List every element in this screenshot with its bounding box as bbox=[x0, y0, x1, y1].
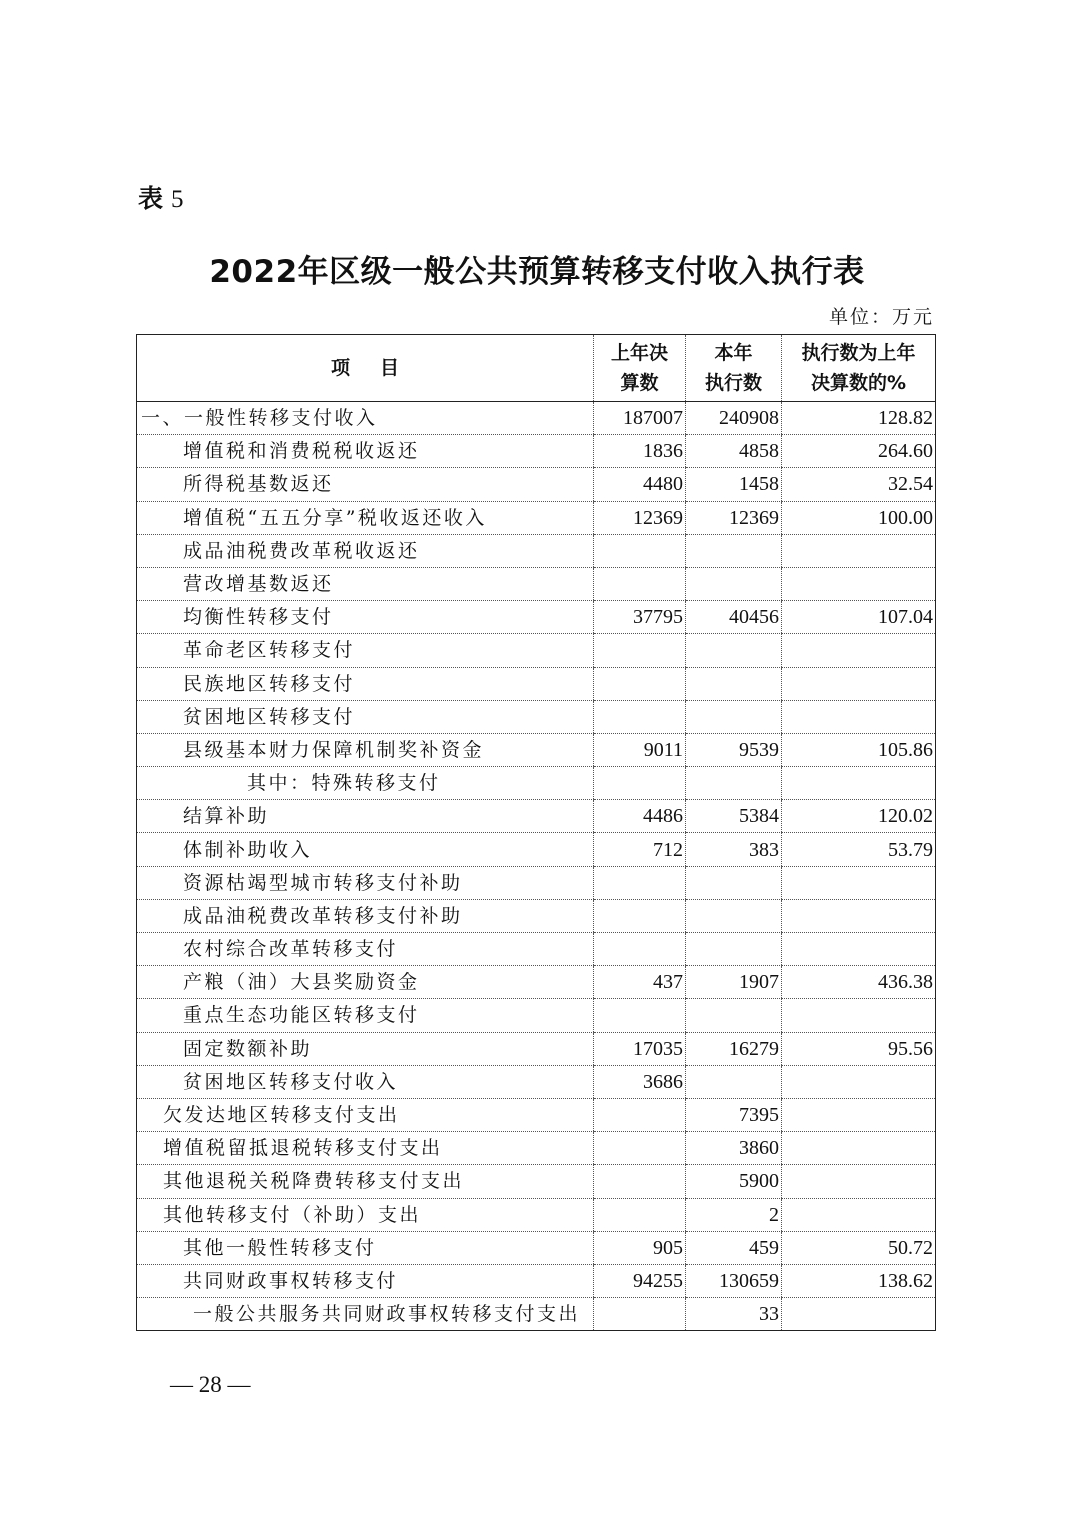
row-last-year-value: 17035 bbox=[594, 1032, 686, 1065]
header-item: 项目 bbox=[137, 335, 594, 402]
row-last-year-value bbox=[594, 634, 686, 667]
row-ratio-value bbox=[782, 933, 936, 966]
row-last-year-value bbox=[594, 933, 686, 966]
row-this-year-value: 1907 bbox=[686, 966, 782, 999]
row-ratio-value: 32.54 bbox=[782, 468, 936, 501]
row-item-name: 营改增基数返还 bbox=[137, 567, 594, 600]
table-body bbox=[137, 402, 936, 1331]
table-row bbox=[137, 402, 936, 435]
row-this-year-value: 9539 bbox=[686, 733, 782, 766]
row-this-year-value: 459 bbox=[686, 1231, 782, 1264]
row-ratio-value: 107.04 bbox=[782, 601, 936, 634]
row-last-year-value bbox=[594, 1298, 686, 1331]
row-ratio-value: 138.62 bbox=[782, 1264, 936, 1297]
row-last-year-value bbox=[594, 767, 686, 800]
row-item-name: 增值税“五五分享”税收返还收入 bbox=[137, 501, 594, 534]
row-last-year-value bbox=[594, 1098, 686, 1131]
row-last-year-value: 12369 bbox=[594, 501, 686, 534]
row-last-year-value bbox=[594, 1165, 686, 1198]
transfer-payment-table bbox=[136, 334, 936, 1331]
row-this-year-value bbox=[686, 700, 782, 733]
row-this-year-value bbox=[686, 767, 782, 800]
row-last-year-value: 94255 bbox=[594, 1264, 686, 1297]
row-item-name: 资源枯竭型城市转移支付补助 bbox=[137, 866, 594, 899]
table-row bbox=[137, 800, 936, 833]
row-this-year-value bbox=[686, 1065, 782, 1098]
table-label bbox=[138, 182, 184, 217]
row-ratio-value bbox=[782, 1098, 936, 1131]
header-last-year-line1: 上年决 bbox=[610, 342, 668, 364]
row-ratio-value bbox=[782, 1298, 936, 1331]
table-row bbox=[137, 833, 936, 866]
row-last-year-value: 187007 bbox=[594, 402, 686, 435]
row-item-name: 共同财政事权转移支付 bbox=[137, 1264, 594, 1297]
table-row bbox=[137, 1298, 936, 1331]
header-last-year bbox=[594, 335, 686, 402]
row-last-year-value bbox=[594, 667, 686, 700]
row-ratio-value bbox=[782, 567, 936, 600]
row-this-year-value: 4858 bbox=[686, 435, 782, 468]
row-last-year-value: 3686 bbox=[594, 1065, 686, 1098]
row-last-year-value bbox=[594, 999, 686, 1032]
row-ratio-value bbox=[782, 1165, 936, 1198]
row-item-name: 民族地区转移支付 bbox=[137, 667, 594, 700]
row-this-year-value: 5384 bbox=[686, 800, 782, 833]
row-last-year-value: 9011 bbox=[594, 733, 686, 766]
table-label-prefix: 表 bbox=[138, 184, 164, 213]
row-item-name: 贫困地区转移支付收入 bbox=[137, 1065, 594, 1098]
row-this-year-value: 1458 bbox=[686, 468, 782, 501]
header-this-year-line2: 执行数 bbox=[704, 372, 762, 394]
table-row bbox=[137, 1231, 936, 1264]
row-ratio-value bbox=[782, 899, 936, 932]
row-item-name: 体制补助收入 bbox=[137, 833, 594, 866]
table-row bbox=[137, 733, 936, 766]
table-row bbox=[137, 435, 936, 468]
page-title: 2022年区级一般公共预算转移支付收入执行表 bbox=[209, 254, 865, 290]
row-last-year-value: 4480 bbox=[594, 468, 686, 501]
table-header-row bbox=[137, 335, 936, 402]
row-item-name: 其他转移支付（补助）支出 bbox=[137, 1198, 594, 1231]
row-item-name: 一、一般性转移支付收入 bbox=[137, 402, 594, 435]
row-this-year-value: 3860 bbox=[686, 1132, 782, 1165]
row-last-year-value bbox=[594, 899, 686, 932]
table-label-number: 5 bbox=[171, 186, 184, 213]
row-item-name: 重点生态功能区转移支付 bbox=[137, 999, 594, 1032]
row-ratio-value: 105.86 bbox=[782, 733, 936, 766]
header-ratio-line1: 执行数为上年 bbox=[801, 342, 916, 364]
header-ratio-line2: 决算数的% bbox=[810, 372, 907, 394]
row-ratio-value bbox=[782, 1065, 936, 1098]
row-item-name: 贫困地区转移支付 bbox=[137, 700, 594, 733]
row-last-year-value bbox=[594, 1132, 686, 1165]
row-this-year-value bbox=[686, 534, 782, 567]
row-ratio-value bbox=[782, 1198, 936, 1231]
row-ratio-value: 53.79 bbox=[782, 833, 936, 866]
row-this-year-value bbox=[686, 667, 782, 700]
row-last-year-value bbox=[594, 866, 686, 899]
table-row bbox=[137, 933, 936, 966]
row-item-name: 欠发达地区转移支付支出 bbox=[137, 1098, 594, 1131]
row-this-year-value: 240908 bbox=[686, 402, 782, 435]
row-last-year-value bbox=[594, 567, 686, 600]
row-item-name: 其中：特殊转移支付 bbox=[137, 767, 594, 800]
table-row bbox=[137, 667, 936, 700]
row-item-name: 革命老区转移支付 bbox=[137, 634, 594, 667]
page-number: — 28 — bbox=[170, 1372, 251, 1397]
table-row bbox=[137, 1264, 936, 1297]
row-this-year-value bbox=[686, 899, 782, 932]
row-ratio-value: 128.82 bbox=[782, 402, 936, 435]
row-this-year-value: 383 bbox=[686, 833, 782, 866]
table-row bbox=[137, 634, 936, 667]
unit-note: 单位：万元 bbox=[828, 306, 934, 328]
table-row bbox=[137, 567, 936, 600]
row-item-name: 县级基本财力保障机制奖补资金 bbox=[137, 733, 594, 766]
row-this-year-value: 7395 bbox=[686, 1098, 782, 1131]
row-this-year-value: 33 bbox=[686, 1298, 782, 1331]
header-ratio bbox=[782, 335, 936, 402]
row-last-year-value: 1836 bbox=[594, 435, 686, 468]
row-ratio-value bbox=[782, 767, 936, 800]
row-ratio-value bbox=[782, 999, 936, 1032]
row-ratio-value: 120.02 bbox=[782, 800, 936, 833]
row-this-year-value: 2 bbox=[686, 1198, 782, 1231]
row-item-name: 所得税基数返还 bbox=[137, 468, 594, 501]
table-row bbox=[137, 899, 936, 932]
row-ratio-value: 436.38 bbox=[782, 966, 936, 999]
row-this-year-value bbox=[686, 999, 782, 1032]
row-ratio-value bbox=[782, 1132, 936, 1165]
row-item-name: 增值税留抵退税转移支付支出 bbox=[137, 1132, 594, 1165]
table-row bbox=[137, 1065, 936, 1098]
row-last-year-value: 37795 bbox=[594, 601, 686, 634]
row-ratio-value: 264.60 bbox=[782, 435, 936, 468]
row-ratio-value bbox=[782, 866, 936, 899]
row-this-year-value bbox=[686, 567, 782, 600]
row-item-name: 增值税和消费税税收返还 bbox=[137, 435, 594, 468]
row-item-name: 产粮（油）大县奖励资金 bbox=[137, 966, 594, 999]
table-row bbox=[137, 1132, 936, 1165]
row-ratio-value: 95.56 bbox=[782, 1032, 936, 1065]
row-this-year-value bbox=[686, 933, 782, 966]
row-last-year-value bbox=[594, 534, 686, 567]
table-row bbox=[137, 999, 936, 1032]
row-ratio-value: 100.00 bbox=[782, 501, 936, 534]
header-this-year bbox=[686, 335, 782, 402]
row-last-year-value: 712 bbox=[594, 833, 686, 866]
row-last-year-value: 437 bbox=[594, 966, 686, 999]
row-item-name: 固定数额补助 bbox=[137, 1032, 594, 1065]
table-row bbox=[137, 767, 936, 800]
table-row bbox=[137, 1032, 936, 1065]
row-last-year-value: 4486 bbox=[594, 800, 686, 833]
row-ratio-value bbox=[782, 534, 936, 567]
row-item-name: 成品油税费改革税收返还 bbox=[137, 534, 594, 567]
row-item-name: 均衡性转移支付 bbox=[137, 601, 594, 634]
table-row bbox=[137, 1165, 936, 1198]
row-item-name: 成品油税费改革转移支付补助 bbox=[137, 899, 594, 932]
header-last-year-line2: 算数 bbox=[620, 372, 659, 394]
table-row bbox=[137, 1198, 936, 1231]
row-this-year-value: 16279 bbox=[686, 1032, 782, 1065]
row-last-year-value bbox=[594, 1198, 686, 1231]
row-item-name: 其他一般性转移支付 bbox=[137, 1231, 594, 1264]
row-this-year-value bbox=[686, 634, 782, 667]
table-row bbox=[137, 601, 936, 634]
row-last-year-value: 905 bbox=[594, 1231, 686, 1264]
table-row bbox=[137, 501, 936, 534]
row-this-year-value: 12369 bbox=[686, 501, 782, 534]
row-this-year-value: 130659 bbox=[686, 1264, 782, 1297]
table-row bbox=[137, 468, 936, 501]
row-this-year-value: 5900 bbox=[686, 1165, 782, 1198]
row-item-name: 其他退税关税降费转移支付支出 bbox=[137, 1165, 594, 1198]
table-row bbox=[137, 966, 936, 999]
header-this-year-line1: 本年 bbox=[714, 342, 753, 364]
table-row bbox=[137, 1098, 936, 1131]
row-item-name: 一般公共服务共同财政事权转移支付支出 bbox=[193, 1303, 581, 1326]
row-ratio-value: 50.72 bbox=[782, 1231, 936, 1264]
row-this-year-value: 40456 bbox=[686, 601, 782, 634]
table-row bbox=[137, 866, 936, 899]
table-row bbox=[137, 700, 936, 733]
row-last-year-value bbox=[594, 700, 686, 733]
row-item-name: 农村综合改革转移支付 bbox=[137, 933, 594, 966]
row-ratio-value bbox=[782, 700, 936, 733]
row-ratio-value bbox=[782, 634, 936, 667]
table-row bbox=[137, 534, 936, 567]
row-item-name: 结算补助 bbox=[137, 800, 594, 833]
row-this-year-value bbox=[686, 866, 782, 899]
row-ratio-value bbox=[782, 667, 936, 700]
